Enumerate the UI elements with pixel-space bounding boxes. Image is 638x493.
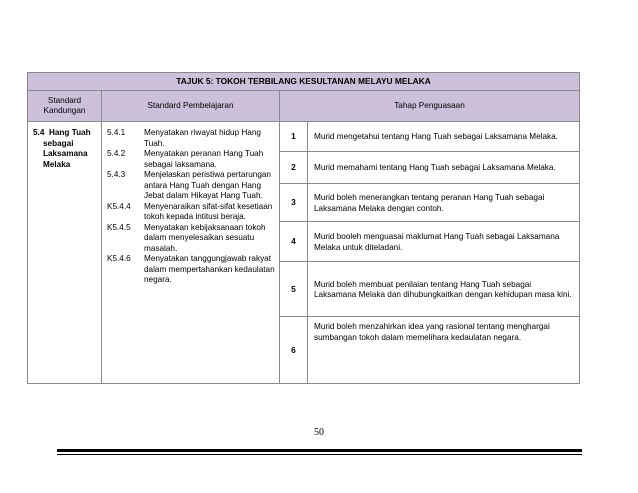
- sp-text: Menyatakan peranan Hang Tuah sebagai laksamana.: [144, 149, 264, 169]
- sp-code: K5.4.6: [107, 254, 131, 263]
- sk-code: 5.4: [33, 128, 45, 137]
- tahap-level-6: 6: [280, 317, 308, 384]
- tahap-description-3: Murid boleh menerangkan tentang peranan Hang Tuah sebagai Laksamana Melaka dengan contoh.: [308, 184, 580, 222]
- sp-code: K5.4.4: [107, 201, 131, 211]
- sk-line-3: Laksamana: [43, 149, 88, 158]
- sp-item: [107, 223, 277, 255]
- sp-code: 5.4.1: [107, 128, 126, 137]
- tahap-description-1: Murid mengetahui tentang Hang Tuah sebagai Laksamana Melaka.: [308, 122, 580, 152]
- standard-pembelajaran-cell: [102, 122, 280, 384]
- sp-item: [107, 149, 277, 170]
- tahap-level-3: 3: [280, 184, 308, 222]
- sp-item: [107, 254, 277, 286]
- sk-line-1: Hang Tuah: [48, 128, 91, 137]
- footer-rule-thick: [57, 449, 582, 452]
- sp-item: [107, 202, 277, 223]
- tahap-level-4: 4: [280, 222, 308, 262]
- sp-text: Menyatakan kebijaksanaan tokoh dalam menyelesaikan sesuatu masalah.: [144, 222, 266, 253]
- tahap-level-2: 2: [280, 152, 308, 184]
- sp-item: [107, 128, 277, 149]
- sp-item: [107, 170, 277, 202]
- sp-text: Menyenaraikan sifat-sifat kesetiaan tokoh kepada intitusi beraja.: [144, 201, 273, 221]
- table-title: TAJUK 5: TOKOH TERBILANG KESULTANAN MELAYU MELAKA: [28, 73, 580, 91]
- footer-rule-thin: [57, 454, 582, 455]
- tahap-description-5: Murid boleh membuat penilaian tentang Hang Tuah sebagai Laksamana Melaka dan dihubungkaitkan dengan kehidupan masa kini.: [308, 262, 580, 317]
- sp-code: 5.4.2: [107, 149, 126, 158]
- tahap-description-6: Murid boleh menzahirkan idea yang rasional tentang menghargai sumbangan tokoh dalam memelihara kedaulatan negara.: [308, 317, 580, 384]
- header-standard-kandungan: Standard Kandungan: [28, 91, 102, 122]
- sp-code: K5.4.5: [107, 222, 131, 232]
- sp-text: Menjelaskan peristiwa pertarungan antara Hang Tuah dengan Hang Jebat dalam Hikayat Hang Tuah.: [144, 170, 271, 200]
- standard-kandungan-cell: [28, 122, 102, 384]
- header-standard-pembelajaran: Standard Pembelajaran: [102, 91, 280, 122]
- standard-kandungan-text: [33, 128, 99, 170]
- tahap-level-5: 5: [280, 262, 308, 317]
- sp-code: 5.4.3: [107, 170, 126, 179]
- sk-line-4: Melaka: [43, 159, 71, 169]
- header-tahap-penguasaan: Tahap Penguasaan: [280, 91, 580, 122]
- sk-line-2: sebagai: [43, 138, 74, 148]
- page-number: 50: [314, 427, 324, 438]
- sp-text: Menyatakan riwayat hidup Hang Tuah.: [144, 128, 261, 148]
- tahap-description-2: Murid memahami tentang Hang Tuah sebagai Laksamana Melaka.: [308, 152, 580, 184]
- curriculum-table: [27, 72, 580, 384]
- tahap-description-4: Murid booleh menguasai maklumat Hang Tuah sebagai Laksamana Melaka untuk diteladani.: [308, 222, 580, 262]
- tahap-level-1: 1: [280, 122, 308, 152]
- sp-text: Menyatakan tanggungjawab rakyat dalam mempertahankan kedaulatan negara.: [144, 254, 275, 284]
